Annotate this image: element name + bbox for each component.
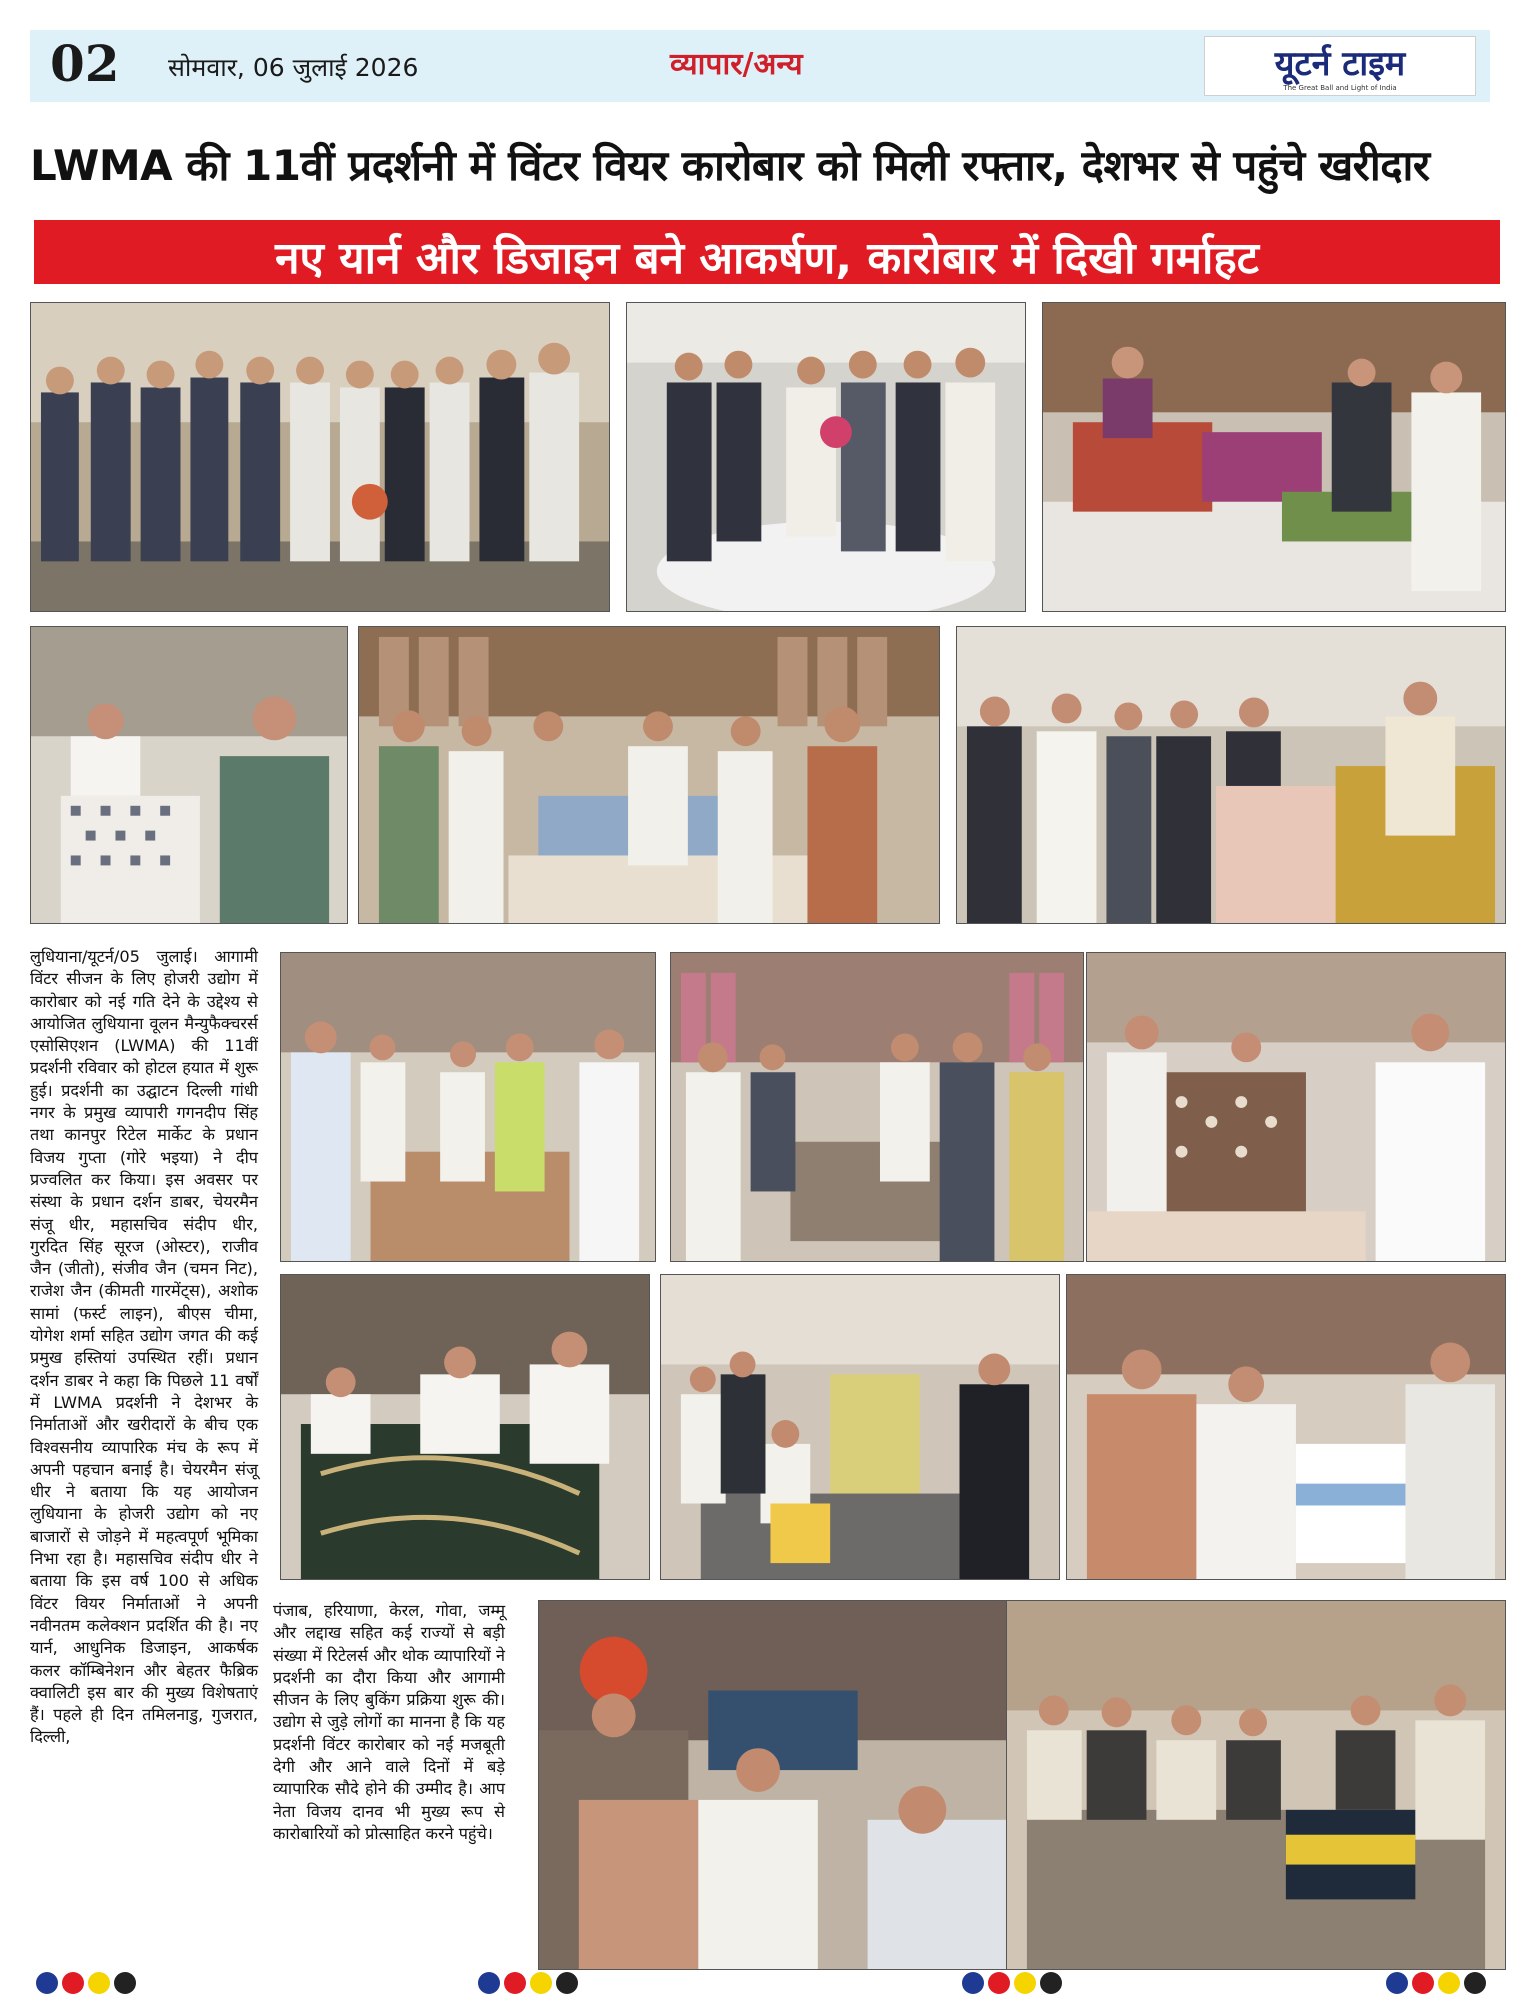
registration-marks: [1386, 1972, 1486, 1994]
registration-dot-red: [504, 1972, 526, 1994]
registration-dot-black: [1040, 1972, 1062, 1994]
registration-dot-black: [556, 1972, 578, 1994]
registration-dot-yellow: [530, 1972, 552, 1994]
photo-shawl-display: [1042, 302, 1506, 612]
photo-embroidered-suits: [956, 626, 1506, 924]
registration-dot-yellow: [1438, 1972, 1460, 1994]
registration-marks: [478, 1972, 578, 1994]
issue-date: सोमवार, 06 जुलाई 2026: [168, 53, 419, 82]
registration-dot-red: [1412, 1972, 1434, 1994]
masthead: [30, 30, 1490, 102]
photo-visitors-group: [280, 952, 656, 1262]
registration-dot-yellow: [88, 1972, 110, 1994]
logo-text: यूटर्न टाइम: [1274, 44, 1406, 84]
photo-tshirt-display: [1066, 1274, 1506, 1580]
registration-marks: [36, 1972, 136, 1994]
registration-dot-red: [988, 1972, 1010, 1994]
newspaper-logo: [1204, 36, 1476, 96]
photo-cardigan-display: [1086, 952, 1506, 1262]
headline: LWMA की 11वीं प्रदर्शनी में विंटर वियर कारोबार को मिली रफ्तार, देशभर से पहुंचे खरीदार: [30, 141, 1430, 190]
photo-jacket-showcase: [358, 626, 940, 924]
article-column-2: पंजाब, हरियाणा, केरल, गोवा, जम्मू और लद्दाख सहित कई राज्यों से बड़ी संख्या में रिटेलर्स और थोक व्यापारियों ने प्रदर्शनी का दौरा किया और आगामी सीजन के लिए बुकिंग प्रक्रिया शुरू की। उद्योग से जुड़े लोगों का मानना है कि यह प्रदर्शनी विंटर कारोबार को नई मजबूती देगी और आने वाले दिनों में बड़े व्यापारिक सौदे होने की उम्मीद है। आप नेता विजय दानव भी मुख्य रूप से कारोबारियों को प्रोत्साहित करने पहुंचे।: [273, 1601, 505, 1843]
photo-bouquet-welcome: [626, 302, 1026, 612]
article-column-1: लुधियाना/यूटर्न/05 जुलाई। आगामी विंटर सीजन के लिए होजरी उद्योग में कारोबार को नई गति देने के उद्देश्य से आयोजित लुधियाना वूलन मैन्युफैक्चरर्स एसोसिएशन (LWMA) की 11वीं प्रदर्शनी रविवार को होटल हयात में शुरू हुई। प्रदर्शनी का उद्घाटन दिल्ली गांधी नगर के प्रमुख व्यापारी गगनदीप सिंह तथा कानपुर रिटेल मार्केट के प्रधान विजय गुप्ता (गोरे भइया) ने दीप प्रज्वलित कर किया। इस अवसर पर संस्था के प्रधान दर्शन डाबर, चेयरमैन संजू धीर, महासचिव संदीप धीर, गुरदित सिंह सूरज (ओस्टर), राजीव जैन (जीतो), संजीव जैन (चमन निट), राजेश जैन (कीमती गारमेंट्स), अशोक सामां (फर्स्ट लाइन), बीएस चीमा, योगेश शर्मा सहित उद्योग जगत की कई प्रमुख हस्तियां उपस्थित रहीं। प्रधान दर्शन डाबर ने कहा कि पिछले 11 वर्षों में LWMA प्रदर्शनी ने देशभर के निर्माताओं और खरीदारों के बीच एक विश्वसनीय व्यापारिक मंच के रूप में अपनी पहचान बनाई है। चेयरमैन संजू धीर ने बताया कि यह आयोजन लुधियाना के होजरी उद्योग को नए बाजारों से जोड़ने में महत्वपूर्ण भूमिका निभा रहा है। महासचिव संदीप धीर ने बताया कि इस वर्ष 100 से अधिक विंटर वियर निर्माताओं ने अपनी नवीनतम कलेक्शन प्रदर्शित की है। नए यार्न, आधुनिक डिजाइन, आकर्षक कलर कॉम्बिनेशन और बेहतर फैब्रिक क्वालिटी इस बार की मुख्य विशेषताएं हैं। पहले ही दिन तमिलनाडु, गुजरात, दिल्ली,: [30, 947, 258, 1747]
page-number: 02: [50, 34, 120, 93]
registration-dot-blue: [1386, 1972, 1408, 1994]
registration-dot-blue: [36, 1972, 58, 1994]
registration-dot-yellow: [1014, 1972, 1036, 1994]
photo-embroidered-shawl: [280, 1274, 650, 1580]
registration-dot-black: [1464, 1972, 1486, 1994]
subheadline: नए यार्न और डिजाइन बने आकर्षण, कारोबार में दिखी गर्माहट: [275, 233, 1259, 284]
registration-dot-black: [114, 1972, 136, 1994]
photo-jacket-viewing: [660, 1274, 1060, 1580]
subheadline-bar: [34, 220, 1500, 284]
photo-garment-racks: [670, 952, 1084, 1262]
registration-marks: [962, 1972, 1062, 1994]
section-label: व्यापार/अन्य: [670, 47, 803, 82]
photo-visitors-seated: [1006, 1600, 1506, 1970]
photo-sweater-display: [30, 626, 348, 924]
photo-inauguration-group: [30, 302, 610, 612]
registration-dot-red: [62, 1972, 84, 1994]
registration-dot-blue: [478, 1972, 500, 1994]
registration-dot-blue: [962, 1972, 984, 1994]
photo-sikh-visitor-fabric: [538, 1600, 1012, 1970]
logo-tagline: The Great Ball and Light of India: [1283, 84, 1397, 92]
